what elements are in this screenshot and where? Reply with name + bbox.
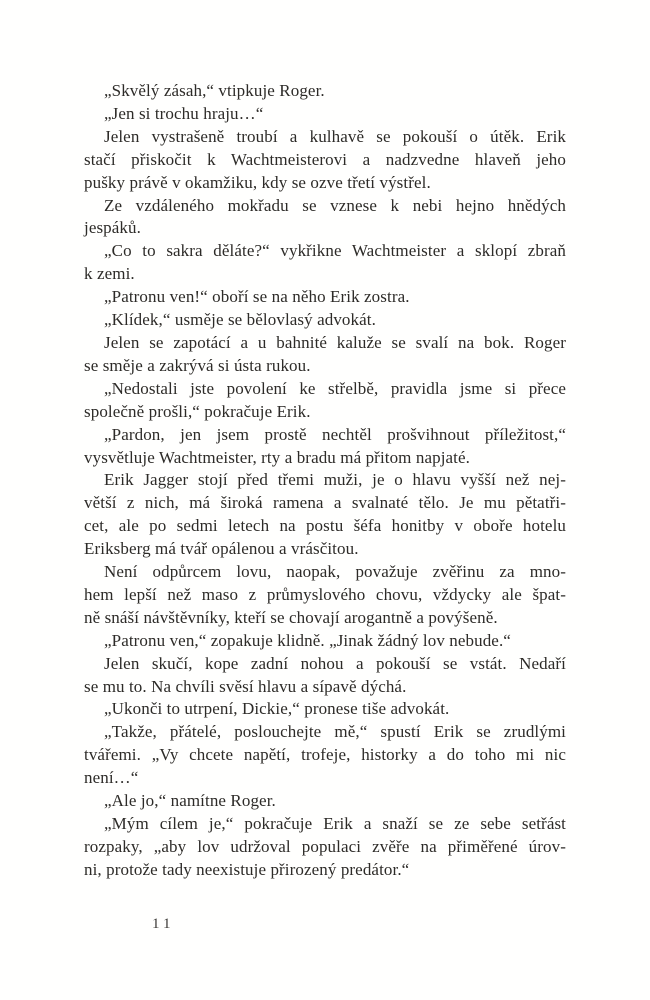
text-line: není…“: [84, 768, 139, 788]
text-block: [84, 80, 566, 882]
text-line: stačí přiskočit k Wachtmeisterovi a nadzvedne hlaveň jeho: [84, 149, 566, 169]
text-line: se směje a zakrývá si ústa rukou.: [84, 355, 311, 375]
text-line: „Nedostali jste povolení ke střelbě, pravidla jsme si přece: [104, 378, 566, 398]
text-line: „Ukonči to utrpení, Dickie,“ pronese tiše advokát.: [104, 699, 450, 719]
paragraph: [84, 790, 566, 813]
text-line: Jelen skučí, kope zadní nohou a pokouší se vstát. Nedaří: [104, 653, 566, 673]
text-line: „Jen si trochu hraju…“: [104, 103, 264, 123]
paragraph: [84, 195, 566, 241]
paragraph: [84, 332, 566, 378]
text-line: cet, ale po sedmi letech na postu šéfa honitby v oboře hotelu: [84, 516, 566, 536]
text-line: vysvětluje Wachtmeister, rty a bradu má přitom napjaté.: [84, 447, 470, 467]
text-line: Eriksberg má tvář opálenou a vrásčitou.: [84, 539, 359, 559]
text-line: Jelen se zapotácí a u bahnité kaluže se svalí na bok. Roger: [104, 332, 566, 352]
text-line: „Ale jo,“ namítne Roger.: [104, 791, 276, 811]
text-line: „Klídek,“ usměje se bělovlasý advokát.: [104, 310, 376, 330]
text-line: „Pardon, jen jsem prostě nechtěl prošvihnout příležitost,“: [104, 424, 566, 444]
text-line: k zemi.: [84, 264, 135, 284]
text-line: ně snáší návštěvníky, kteří se chovají arogantně a povýšeně.: [84, 607, 498, 627]
page-number: 11: [152, 916, 175, 932]
paragraph: [84, 813, 566, 882]
text-line: „Co to sakra děláte?“ vykřikne Wachtmeister a sklopí zbraň: [104, 241, 566, 261]
text-line: pušky právě v okamžiku, kdy se ozve třetí výstřel.: [84, 172, 431, 192]
paragraph: [84, 630, 566, 653]
text-line: Erik Jagger stojí před třemi muži, je o hlavu vyšší než nej-: [104, 470, 566, 490]
text-line: „Mým cílem je,“ pokračuje Erik a snaží se ze sebe setřást: [104, 814, 566, 833]
text-line: rozpaky, „aby lov udržoval populaci zvěře na přiměřené úrov-: [84, 836, 566, 856]
paragraph: [84, 698, 566, 721]
text-line: Ze vzdáleného mokřadu se vznese k nebi hejno hnědých: [104, 195, 566, 215]
paragraph: [84, 653, 566, 699]
text-line: větší z nich, má široká ramena a svalnaté tělo. Je mu pětatři-: [84, 493, 566, 513]
paragraph: [84, 469, 566, 561]
text-line: se mu to. Na chvíli svěsí hlavu a sípavě dýchá.: [84, 676, 407, 696]
paragraph: [84, 80, 566, 103]
text-line: „Patronu ven,“ zopakuje klidně. „Jinak žádný lov nebude.“: [104, 630, 511, 650]
text-line: Jelen vystrašeně troubí a kulhavě se pokouší o útěk. Erik: [104, 126, 566, 146]
text-line: jespáků.: [84, 218, 141, 238]
text-line: hem lepší než maso z průmyslového chovu, vždycky ale špat-: [84, 584, 566, 604]
paragraph: [84, 424, 566, 470]
paragraph: [84, 378, 566, 424]
text-line: ni, protože tady neexistuje přirozený predátor.“: [84, 859, 410, 879]
paragraph: [84, 561, 566, 630]
paragraph: [84, 309, 566, 332]
text-line: Není odpůrcem lovu, naopak, považuje zvěřinu za mno-: [104, 562, 566, 582]
text-line: „Takže, přátelé, poslouchejte mě,“ spustí Erik se zrudlými: [104, 722, 566, 742]
paragraph: [84, 103, 566, 126]
paragraph: [84, 240, 566, 286]
paragraph: [84, 126, 566, 195]
text-line: společně prošli,“ pokračuje Erik.: [84, 401, 311, 421]
text-line: „Skvělý zásah,“ vtipkuje Roger.: [104, 81, 325, 100]
paragraph: [84, 721, 566, 790]
text-line: „Patronu ven!“ oboří se na něho Erik zostra.: [104, 287, 410, 307]
paragraph: [84, 286, 566, 309]
text-line: tvářemi. „Vy chcete napětí, trofeje, historky a do toho mi nic: [84, 745, 566, 765]
